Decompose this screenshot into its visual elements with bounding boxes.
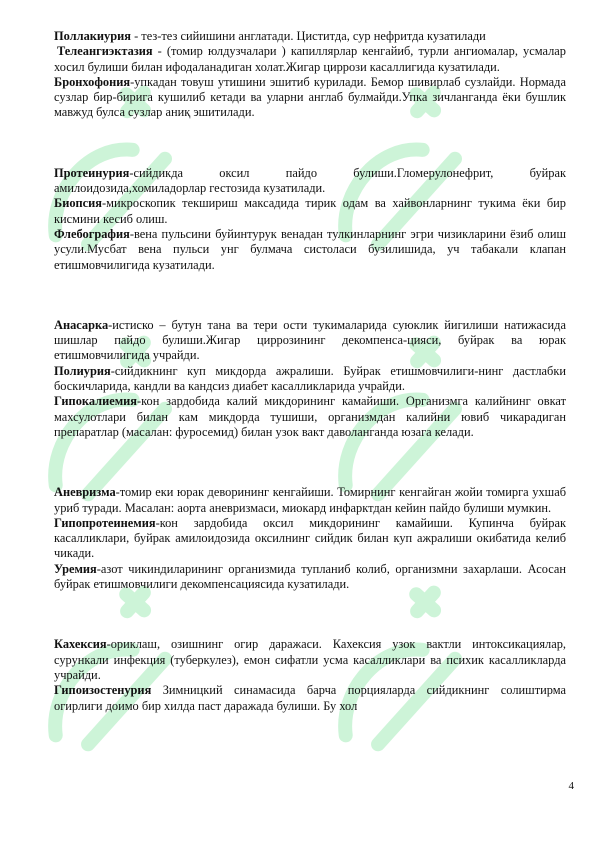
glossary-section	[54, 318, 566, 440]
glossary-entry	[54, 44, 566, 75]
entry-definition: -микроскопик текшириш максадида тирик одам ва хайвонларнинг тукима ёки бир кисмини кесиб олиш.	[54, 196, 566, 226]
glossary-entry	[54, 318, 566, 364]
entry-term: Флебография	[54, 226, 130, 241]
glossary-entry	[54, 637, 566, 683]
glossary-entry	[54, 75, 566, 121]
entry-definition: - тез-тез сийишини англатади. Циститда, сур нефритда кузатилади	[130, 29, 486, 43]
glossary-entry	[54, 516, 566, 562]
entry-definition: -сийдикнинг куп микдорда ажралиши. Буйрак етишмовчилиги-нинг дастлабки боскичларида, кандли ва кандсиз диабет касалликларида учрайди.	[54, 363, 566, 394]
entry-definition: -упкадан товуш утишини эшитиб курилади. Бемор шивирлаб сузлайди. Нормада сузлар бир-бирига кушилиб кетади ва уларни англаб булмайди.Упка зичланганда ёки бушлик мавжуд булса сузлар аниқ эшитилади.	[54, 74, 566, 120]
entry-definition: -кон зардобида оксил микдорининг камайиши. Купинча буйрак касалликлари, буйрак амилоидозида оксилнинг сийдик билан куп ажралиши окибатида келиб чикади.	[54, 515, 566, 561]
document-body	[54, 29, 566, 714]
entry-term: Гипокалиемия	[54, 394, 138, 409]
entry-term: Бронхофония	[54, 74, 131, 89]
entry-definition: -истиско – бутун тана ва тери ости тукималарида суюклик йигилиши натижасида шишлар пайдо булиши.Жигар циррозининг декомпенса-цияси, буйрак ва юрак етишмовчилигида учрайди.	[54, 317, 566, 363]
entry-definition: -вена пульсини буйинтурук венадан тулкинларнинг эгри чизикларини ёзиб олиш усули.Мусбат вена пульси унг булмача систоласи бузилишида, уч табакали клапан етишмовчилигида кузатилади.	[54, 226, 566, 272]
page-number: 4	[568, 780, 574, 792]
glossary-entry	[54, 227, 566, 273]
entry-term: Протеинурия	[54, 165, 130, 180]
entry-definition: -кон зардобида калий микдорининг камайиши. Организмга калийнинг овкат махсулотлари билан кам микдорда тушиши, организмдан калийни ювиб чикарадиган препаратлар (масалан: фуросемид) билан узок вакт даволанганда юзага келади.	[54, 394, 566, 439]
glossary-entry	[54, 29, 566, 44]
entry-term: Аневризма	[54, 485, 116, 500]
glossary-section	[54, 485, 566, 592]
glossary-entry	[54, 364, 566, 395]
entry-term: Уремия	[54, 561, 97, 576]
glossary-entry	[54, 485, 566, 516]
glossary-section	[54, 29, 566, 121]
glossary-entry	[54, 683, 566, 714]
glossary-entry	[54, 394, 566, 440]
glossary-entry	[54, 166, 566, 197]
entry-term: Гипопротеинемия	[54, 515, 156, 530]
entry-definition: - (томир юлдузчалари ) капиллярлар кенгайиб, турли ангиомалар, усмалар хосил булиши билан ифодаланадиган холат.Жигар циррози касаллигида кузатилади.	[54, 44, 566, 74]
entry-term: Кахексия	[54, 637, 107, 652]
entry-definition: -азот чикиндиларининг организмида тупланиб колиб, организмни захарлаши. Асосан буйрак етишмовчилиги декомпенсациясида кузатилади.	[54, 561, 566, 592]
entry-term: Биопсия	[54, 196, 103, 211]
entry-term: Полиурия	[54, 363, 111, 378]
glossary-entry	[54, 562, 566, 593]
entry-definition: Зимницкий синамасида барча порцияларда сийдикнинг солиштирма огирлиги доимо бир хилда паст даражада булиши. Бу хол	[54, 683, 566, 713]
glossary-section	[54, 166, 566, 273]
entry-term: Анасарка	[54, 317, 109, 332]
entry-definition: -томир еки юрак деворининг кенгайиши. Томирнинг кенгайган жойи томирга ухшаб уриб туради. Масалан: аорта аневризмаси, миокард инфарктдан кейин пайдо булиши мумкин.	[54, 485, 566, 515]
entry-definition: -ориклаш, озишнинг огир даражаси. Кахексия узок вактли интоксикациялар, сурункали инфекция (туберкулез), емон сифатли усма касалликлари ва психик касалликларда учрайди.	[54, 637, 566, 682]
entry-term: Гипоизостенурия	[54, 683, 152, 698]
glossary-entry	[54, 196, 566, 227]
glossary-section	[54, 637, 566, 713]
entry-definition: -сийдикда оксил пайдо булиши.Гломерулонефрит, буйрак амилоидозида,хомиладорлар гестозида кузатилади.	[54, 165, 566, 196]
entry-term: Поллакиурия	[54, 29, 131, 43]
entry-term: Телеангиэктазия	[57, 44, 153, 59]
